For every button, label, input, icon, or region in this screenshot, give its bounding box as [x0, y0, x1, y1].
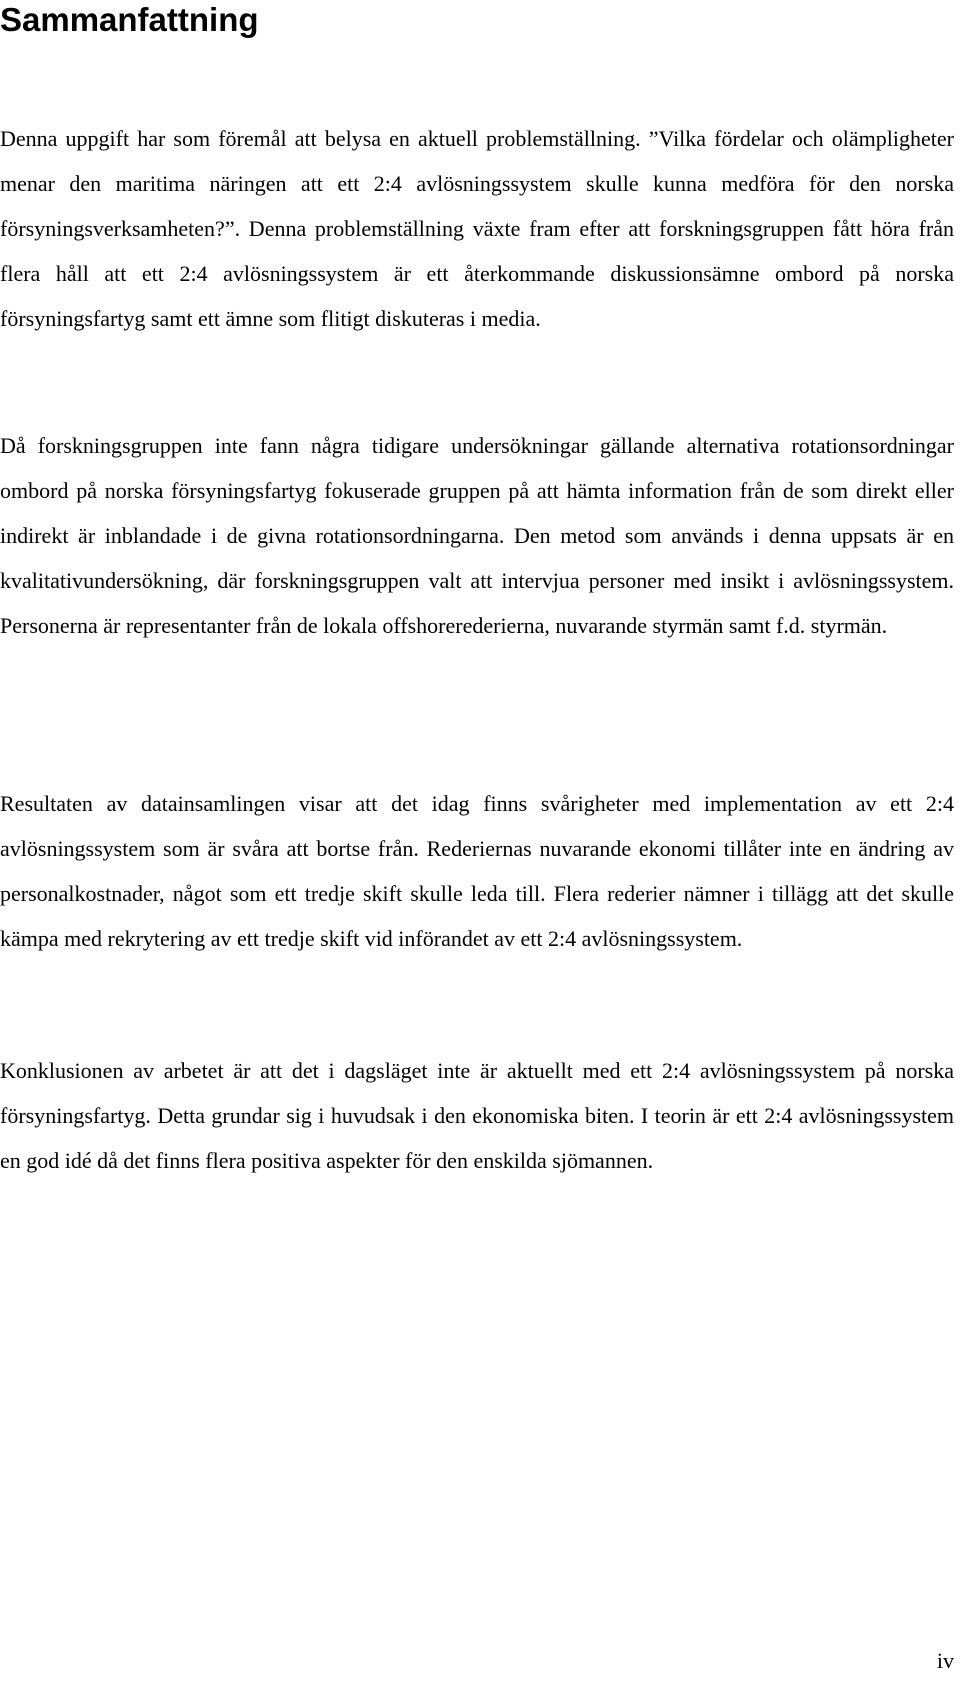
paragraph-purpose: Denna uppgift har som föremål att belysa en aktuell problemställning. ”Vilka fördelar och olämpligheter menar den maritima näringen att ett 2:4 avlösningssystem skulle kunna medföra för den norska försyningsverksamheten?”. Denna problemställning växte fram efter att forskningsgruppen fått höra från flera håll att ett 2:4 avlösningssystem är ett återkommande diskussionsämne ombord på norska försyningsfartyg samt ett ämne som flitigt diskuteras i media. — [0, 126, 954, 331]
page-title: Sammanfattning — [0, 1, 259, 38]
paragraph-conclusion: Konklusionen av arbetet är att det i dagsläget inte är aktuellt med ett 2:4 avlösningssystem på norska försyningsfartyg. Detta grundar sig i huvudsak i den ekonomiska biten. I teorin är ett 2:4 avlösningssystem en god idé då det finns flera positiva aspekter för den enskilda sjömannen. — [0, 1058, 954, 1173]
page-number: iv — [936, 1648, 954, 1673]
paragraph-method: Då forskningsgruppen inte fann några tidigare undersökningar gällande alternativa rotationsordningar ombord på norska försyningsfartyg fokuserade gruppen på att hämta information från de som direkt eller indirekt är inblandade i de givna rotationsordningarna. Den metod som används i denna uppsats är en kvalitativundersökning, där forskningsgruppen valt att intervjua personer med insikt i avlösningssystem. Personerna är representanter från de lokala offshorerederierna, nuvarande styrmän samt f.d. styrmän. — [0, 433, 954, 638]
paragraph-results: Resultaten av datainsamlingen visar att det idag finns svårigheter med implementation av ett 2:4 avlösningssystem som är svåra att bortse från. Rederiernas nuvarande ekonomi tillåter inte en ändring av personalkostnader, något som ett tredje skift skulle leda till. Flera rederier nämner i tillägg att det skulle kämpa med rekrytering av ett tredje skift vid införandet av ett 2:4 avlösningssystem. — [0, 791, 954, 951]
